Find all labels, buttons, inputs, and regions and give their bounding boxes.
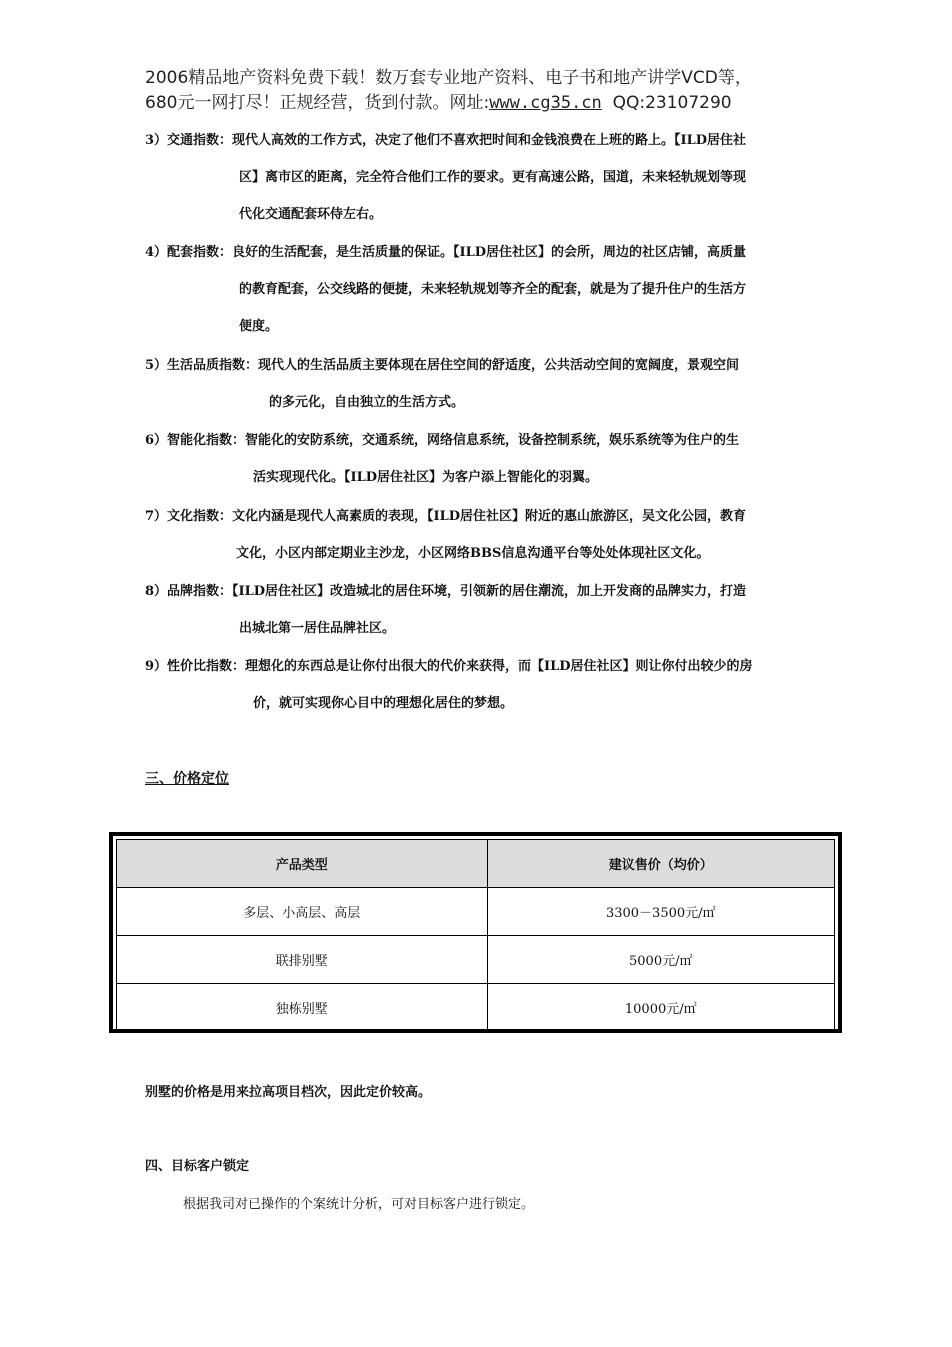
column-header-price: 建议售价（均价） (487, 840, 835, 888)
item-label: 8）品牌指数： (145, 584, 233, 599)
table-row (117, 984, 835, 1032)
item-text: 价，就可实现你心目中的理想化居住的梦想。 (253, 696, 514, 711)
item-text: 区】离市区的距离，完全符合他们工作的要求。更有高速公路，国道，未来轻轨规划等现 (239, 170, 747, 185)
item-text: 现代人的生活品质主要体现在居住空间的舒适度，公共活动空间的宽阔度，景观空间 (258, 358, 740, 373)
index-item-quality (145, 356, 813, 430)
villa-price-note: 别墅的价格是用来拉高项目档次，因此定价较高。 (145, 1085, 432, 1100)
index-item-intelligence (145, 431, 813, 505)
product-type-cell: 联排别墅 (117, 936, 488, 984)
item-text: 的多元化，自由独立的生活方式。 (269, 395, 465, 410)
item-label: 9）性价比指数： (145, 659, 246, 674)
item-text: 理想化的东西总是让你付出很大的代价来获得，而【ILD居住社区】则让你付出较少的房 (245, 659, 753, 674)
page-header (145, 66, 825, 116)
table-header-row (117, 840, 835, 888)
price-table (109, 832, 842, 1033)
website-link[interactable]: www.cg35.cn (489, 93, 602, 113)
section-title-pricing: 三、价格定位 (145, 771, 229, 787)
header-line-2 (145, 91, 825, 116)
item-text: 便度。 (239, 319, 279, 334)
item-label: 6）智能化指数： (145, 433, 246, 448)
column-header-product: 产品类型 (117, 840, 488, 888)
item-text: 代化交通配套环侍左右。 (239, 207, 383, 222)
header-line-1: 2006精品地产资料免费下载！数万套专业地产资料、电子书和地产讲学VCD等， (145, 68, 752, 88)
item-label: 4）配套指数： (145, 245, 233, 260)
table-row (117, 936, 835, 984)
product-type-cell: 独栋别墅 (117, 984, 488, 1032)
index-item-brand (145, 582, 813, 656)
item-text: 的教育配套，公交线路的便捷，未来轻轨规划等齐全的配套，就是为了提升住户的生活方 (239, 282, 747, 297)
item-label: 5）生活品质指数： (145, 358, 259, 373)
index-item-culture (145, 507, 813, 581)
price-cell: 3300－3500元/㎡ (487, 888, 835, 936)
item-text: 现代人高效的工作方式，决定了他们不喜欢把时间和金钱浪费在上班的路上。【ILD居住社 (232, 133, 747, 148)
item-label: 3）交通指数： (145, 133, 233, 148)
item-text: 智能化的安防系统，交通系统，网络信息系统，设备控制系统，娱乐系统等为住户的生 (245, 433, 740, 448)
price-cell: 10000元/㎡ (487, 984, 835, 1032)
index-item-traffic (145, 131, 813, 242)
table-row (117, 888, 835, 936)
product-type-cell: 多层、小高层、高层 (117, 888, 488, 936)
header-line-2-text: 680元一网打尽！正规经营，货到付款。网址: (145, 93, 490, 113)
item-text: 文化内涵是现代人高素质的表现，【ILD居住社区】附近的惠山旅游区，吴文化公园，教育 (232, 509, 747, 524)
item-text: 文化，小区内部定期业主沙龙，小区网络BBS信息沟通平台等处处体现社区文化。 (236, 546, 710, 561)
item-text: 活实现现代化。【ILD居住社区】为客户添上智能化的羽翼。 (253, 470, 598, 485)
price-cell: 5000元/㎡ (487, 936, 835, 984)
item-text: 良好的生活配套，是生活质量的保证。【ILD居住社区】的会所，周边的社区店铺，高质量 (232, 245, 747, 260)
section-title-target-customers: 四、目标客户锁定 (145, 1159, 250, 1174)
item-text: 【ILD居住社区】改造城北的居住环境，引领新的居住潮流，加上开发商的品牌实力，打造 (232, 584, 747, 599)
item-text: 出城北第一居住品牌社区。 (239, 621, 396, 636)
price-table-grid (116, 839, 835, 1032)
index-item-facilities (145, 243, 813, 354)
index-item-value (145, 657, 813, 731)
item-label: 7）文化指数： (145, 509, 233, 524)
section-intro-text: 根据我司对已操作的个案统计分析，可对目标客户进行锁定。 (183, 1197, 535, 1212)
qq-number: QQ:23107290 (612, 93, 732, 113)
